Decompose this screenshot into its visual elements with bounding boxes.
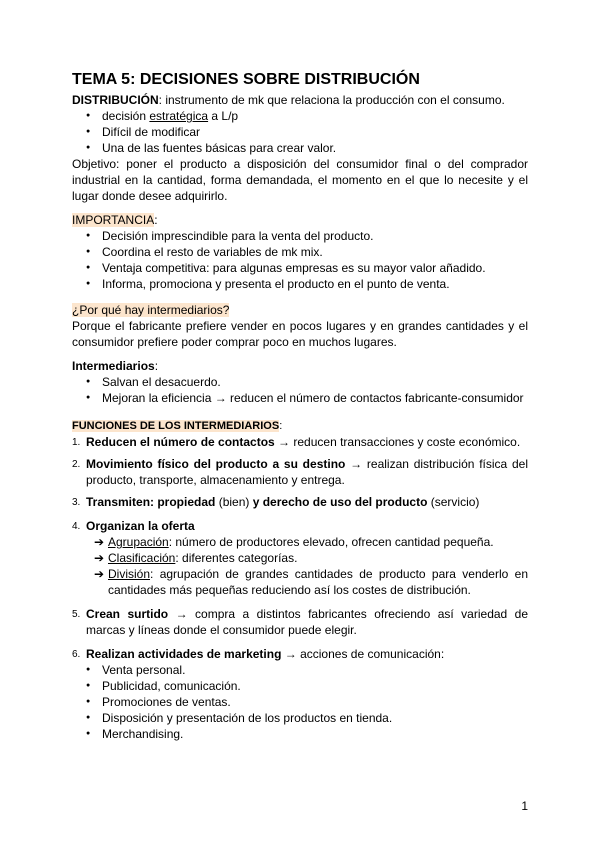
- definition-text: : instrumento de mk que relaciona la producción con el consumo.: [158, 93, 505, 107]
- importancia-heading: [72, 212, 528, 228]
- list-item: ● Difícil de modificar: [72, 124, 528, 140]
- heading-colon: :: [279, 420, 283, 432]
- item-number: 5.: [72, 609, 81, 620]
- intermediarios-heading: [72, 358, 528, 374]
- intermediarios-list: [72, 374, 528, 406]
- item-number: 4.: [72, 521, 81, 532]
- porque-heading: [72, 302, 528, 318]
- funcion-title: Movimiento físico del producto a su destino: [86, 457, 346, 471]
- item-number: 2.: [72, 459, 81, 470]
- intermediarios-heading-text: Intermediarios: [72, 359, 155, 373]
- list-item: ● Una de las fuentes básicas para crear valor.: [72, 140, 528, 156]
- funcion-item: [72, 606, 528, 638]
- estrategica-link: estratégica: [149, 109, 209, 123]
- funcion-text: → realizan distribución física del producto, transporte, almacenamiento y entrega.: [86, 457, 528, 487]
- list-item: ● Disposición y presentación de los productos en tienda.: [72, 710, 528, 726]
- funcion-item: [72, 494, 528, 510]
- document-page: [72, 70, 528, 742]
- sublist-item: [86, 566, 528, 598]
- porque-heading-text: ¿Por qué hay intermediarios?: [72, 303, 230, 317]
- funcion-item: [72, 434, 528, 450]
- arrow-icon: ➔: [94, 567, 105, 581]
- list-item: ● Publicidad, comunicación.: [72, 678, 528, 694]
- funcion-title: Reducen el número de contactos: [86, 435, 275, 449]
- sub-text: : agrupación de grandes cantidades de producto para venderlo en cantidades más pequeñas reduciendo así los costes de distribución.: [108, 567, 528, 597]
- item-number: 6.: [72, 649, 81, 660]
- funcion-text: → reducen transacciones y coste económico.: [274, 435, 521, 449]
- list-item: ● Mejoran la eficiencia → reducen el número de contactos fabricante-consumidor: [72, 390, 528, 406]
- funcion-title: Realizan actividades de marketing: [86, 647, 282, 661]
- importancia-list: [72, 228, 528, 292]
- sublist-item: [86, 550, 528, 566]
- funciones-heading-text: FUNCIONES DE LOS INTERMEDIARIOS: [72, 420, 280, 432]
- funcion-text: (servicio): [427, 495, 480, 509]
- list-item: ● Coordina el resto de variables de mk mix.: [72, 244, 528, 260]
- oferta-sublist: [86, 534, 528, 598]
- funciones-list: [72, 434, 528, 742]
- sublist-item: [86, 534, 528, 550]
- heading-colon: :: [154, 213, 158, 227]
- funcion-item: [72, 456, 528, 488]
- sub-term: Clasificación: [108, 551, 176, 565]
- funcion-item: [72, 518, 528, 598]
- importancia-heading-text: IMPORTANCIA: [72, 213, 155, 227]
- list-item: [72, 108, 528, 124]
- heading-colon: :: [154, 359, 159, 373]
- funcion-item: [72, 646, 528, 742]
- arrow-icon: ➔: [94, 535, 105, 549]
- list-item: ● Venta personal.: [72, 662, 528, 678]
- list-item: ● Decisión imprescindible para la venta del producto.: [72, 228, 528, 244]
- definition-list: [72, 108, 528, 156]
- list-item-text: a L/p: [208, 109, 239, 123]
- arrow-icon: ➔: [94, 551, 105, 565]
- funcion-title: y derecho de uso del producto: [252, 495, 428, 509]
- list-item: ● Ventaja competitiva: para algunas empresas es su mayor valor añadido.: [72, 260, 528, 276]
- list-item-text: decisión: [102, 109, 150, 123]
- list-item: ● Promociones de ventas.: [72, 694, 528, 710]
- list-item: ● Merchandising.: [72, 726, 528, 742]
- sub-term: División: [108, 567, 151, 581]
- definition: [72, 92, 528, 108]
- funcion-title: Transmiten: propiedad: [86, 495, 216, 509]
- definition-term: DISTRIBUCIÓN: [72, 93, 159, 107]
- sub-text: : número de productores elevado, ofrecen cantidad pequeña.: [168, 535, 494, 549]
- sub-term: Agrupación: [108, 535, 169, 549]
- funcion-text: → acciones de comunicación:: [281, 647, 445, 661]
- funciones-heading: [72, 418, 528, 434]
- list-item: ● Informa, promociona y presenta el producto en el punto de venta.: [72, 276, 528, 292]
- objetivo-paragraph: Objetivo: poner el producto a disposición del consumidor final o del comprador industrial en la cantidad, forma demandada, el momento en el que lo necesite y el lugar donde desee adquirirlo.: [72, 157, 528, 203]
- sub-text: : diferentes categorías.: [175, 551, 298, 565]
- funcion-text: (bien): [215, 495, 253, 509]
- list-item: ● Salvan el desacuerdo.: [72, 374, 528, 390]
- marketing-sublist: [72, 662, 528, 742]
- funcion-text: → compra a distintos fabricantes ofreciendo así variedad de marcas y líneas donde el consumidor puede elegir.: [86, 607, 529, 637]
- item-number: 1.: [72, 437, 81, 448]
- page-title: TEMA 5: DECISIONES SOBRE DISTRIBUCIÓN: [72, 71, 420, 88]
- funcion-title: Organizan la oferta: [86, 519, 195, 533]
- porque-paragraph: Porque el fabricante prefiere vender en pocos lugares y en grandes cantidades y el consumidor prefiere poder comprar poco en muchos lugares.: [72, 319, 528, 349]
- item-number: 3.: [72, 497, 81, 508]
- page-number: 1: [521, 799, 528, 813]
- funcion-title: Crean surtido: [86, 607, 169, 621]
